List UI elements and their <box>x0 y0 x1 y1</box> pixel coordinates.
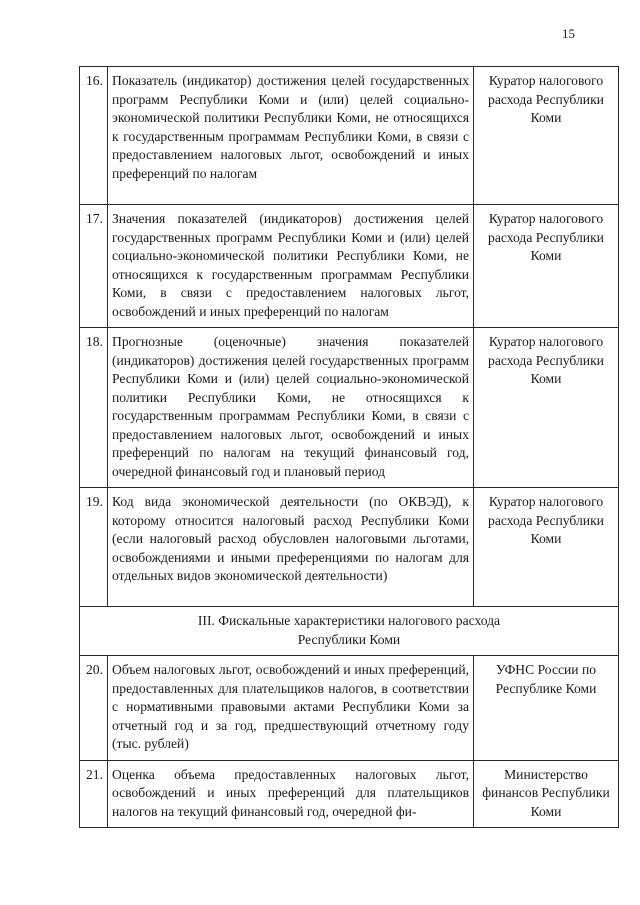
row-responsible: Куратор налогового расхода Республики Коми <box>474 67 619 205</box>
table-row <box>80 67 619 205</box>
row-description: Прогнозные (оценочные) значения показателей (индикаторов) достижения целей государственных программ Республики Коми и (или) целей социально-экономической политики Республики Коми, не относящихся к государственным программам Республики Коми, в связи с предоставлением налоговых льгот, освобождений и иных преференций по налогам на текущий финансовый год, очередной финансовый год и плановый период <box>108 328 474 488</box>
row-responsible: Куратор налогового расхода Республики Коми <box>474 205 619 328</box>
page-number: 15 <box>562 26 575 41</box>
row-description: Объем налоговых льгот, освобождений и иных преференций, предоставленных для плательщиков налогов, в соответствии с нормативными правовыми актами Республики Коми за отчетный год и за год, предшествующий отчетному году (тыс. рублей) <box>108 656 474 761</box>
table-row <box>80 760 619 828</box>
row-number: 16. <box>80 67 108 205</box>
section-heading-line2: Республики Коми <box>297 631 401 647</box>
table-row <box>80 656 619 761</box>
table-row <box>80 328 619 488</box>
row-responsible: Куратор налогового расхода Республики Коми <box>474 328 619 488</box>
row-description: Код вида экономической деятельности (по ОКВЭД), к которому относится налоговый расход Республики Коми (если налоговый расход обусловлен налоговыми льготами, освобождениями и иными преференциями по налогам для отдельных видов экономической деятельности) <box>108 488 474 607</box>
section-header-row <box>80 607 619 656</box>
table-row <box>80 488 619 607</box>
section-heading <box>80 607 619 656</box>
indicator-table <box>79 66 619 828</box>
row-number: 21. <box>80 760 108 828</box>
section-heading-line1: III. Фискальные характеристики налогового расхода <box>197 613 501 628</box>
row-description: Показатель (индикатор) достижения целей государственных программ Республики Коми и (или) целей социально-экономической политики Республики Коми, не относящихся к государственным программам Республики Коми, в связи с предоставлением налоговых льгот, освобождений и иных преференций по налогам <box>108 67 474 205</box>
row-number: 19. <box>80 488 108 607</box>
table-row <box>80 205 619 328</box>
row-responsible: Куратор налогового расхода Республики Коми <box>474 488 619 607</box>
row-number: 20. <box>80 656 108 761</box>
row-description: Оценка объема предоставленных налоговых льгот, освобождений и иных преференций для плательщиков налогов на текущий финансовый год, очередной фи- <box>108 760 474 828</box>
row-responsible: Министерство финансов Республики Коми <box>474 760 619 828</box>
row-responsible: УФНС России по Республике Коми <box>474 656 619 761</box>
row-number: 17. <box>80 205 108 328</box>
row-description: Значения показателей (индикаторов) достижения целей государственных программ Республики Коми и (или) целей социально-экономической политики Республики Коми, не относящихся к государственным программам Республики Коми, в связи с предоставлением налоговых льгот, освобождений и иных преференций по налогам <box>108 205 474 328</box>
row-number: 18. <box>80 328 108 488</box>
